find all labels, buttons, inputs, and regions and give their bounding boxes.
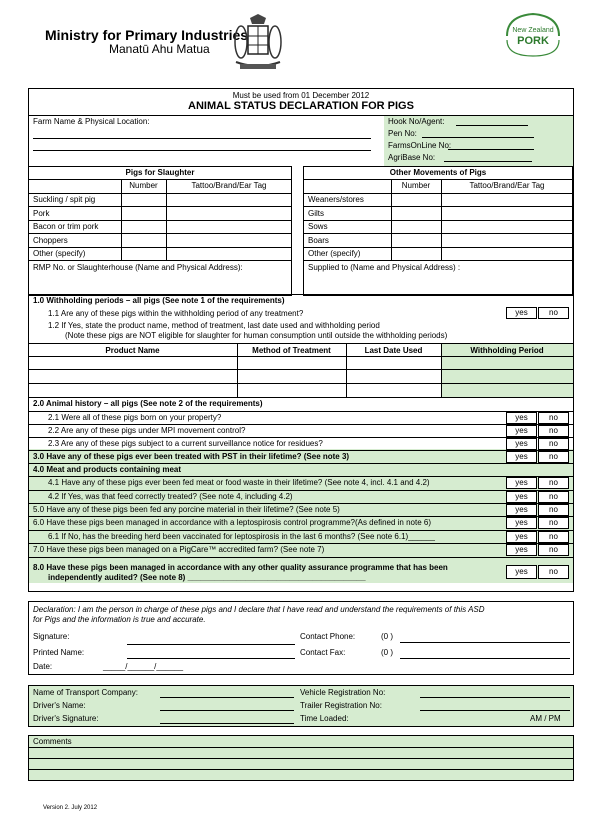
hook-no-label: Hook No/Agent: [388,117,445,126]
nz-label: New Zealand [512,27,554,34]
question-text: 6.1 If No, has the breeding herd been vaccinated for leptospirosis in the last 6 months? (See note 6.1)______ [48,532,435,541]
no-option[interactable]: no [538,565,569,579]
slaughter-row-label: Bacon or trim pork [33,222,99,231]
q-1-1: 1.1 Are any of these pigs within the withholding period of any treatment? [48,309,304,318]
pen-no-field[interactable] [422,137,534,138]
question-divider [28,424,574,425]
coat-of-arms-icon [228,12,288,76]
yes-option[interactable]: yes [506,307,537,319]
yes-option[interactable]: yes [506,531,537,543]
trailer-reg-field[interactable] [420,710,570,711]
driver-name-label: Driver's Name: [33,701,86,710]
nz-pork-logo [503,10,563,60]
withholding-heading: 1.0 Withholding periods – all pigs (See note 1 of the requirements) [33,296,285,305]
declaration-text-2: for Pigs and the information is true and accurate. [33,615,206,624]
signature-field[interactable] [127,644,295,645]
farmsonline-field[interactable] [448,149,534,150]
no-option[interactable]: no [538,504,569,516]
driver-name-field[interactable] [160,710,294,711]
col-method: Method of Treatment [252,346,331,355]
phone-prefix: (0 ) [381,632,393,641]
question-divider [28,490,574,491]
movements-row-label: Sows [308,222,328,231]
vehicle-reg-field[interactable] [420,697,570,698]
movements-row-label: Boars [308,236,329,245]
yes-option[interactable]: yes [506,412,537,424]
movements-row-label: Other (specify) [308,249,361,258]
no-option[interactable]: no [538,544,569,556]
question-divider [28,437,574,438]
contact-fax-field[interactable] [400,658,570,659]
driver-signature-field[interactable] [160,723,294,724]
question-divider [28,543,574,544]
yes-option[interactable]: yes [506,477,537,489]
slaughter-row-label: Pork [33,209,50,218]
slaughter-row-label: Other (specify) [33,249,86,258]
farm-name-label: Farm Name & Physical Location: [33,117,150,126]
slaughter-col-tattoo: Tattoo/Brand/Ear Tag [191,181,267,190]
question-divider [28,503,574,504]
yes-option[interactable]: yes [506,517,537,529]
q-8-0-cont: independently audited? (See note 8) ________________________________________ [48,573,366,582]
movements-title: Other Movements of Pigs [389,168,487,177]
date-field[interactable]: _____/______/______ [103,662,184,671]
question-text: 4.2 If Yes, was that feed correctly treated? (See note 4, including 4.2) [48,492,293,501]
comments-label: Comments [33,737,72,746]
col-product-name: Product Name [105,346,160,355]
question-divider [28,397,574,398]
movements-col-tattoo: Tattoo/Brand/Ear Tag [469,181,545,190]
yes-option[interactable]: yes [506,504,537,516]
yes-option[interactable]: yes [506,491,537,503]
yes-option[interactable]: yes [506,451,537,463]
no-option[interactable]: no [538,438,569,450]
yes-option[interactable]: yes [506,438,537,450]
hook-no-field[interactable] [456,125,528,126]
no-option[interactable]: no [538,531,569,543]
fax-prefix: (0 ) [381,648,393,657]
movements-row-label: Gilts [308,209,324,218]
col-withholding-period: Withholding Period [470,346,544,355]
signature-label: Signature: [33,632,70,641]
q-8-0: 8.0 Have these pigs been managed in accordance with any other quality assurance programme that has been [33,563,448,572]
yes-option[interactable]: yes [506,565,537,579]
agribase-field[interactable] [444,161,532,162]
no-option[interactable]: no [538,307,569,319]
trailer-reg-label: Trailer Registration No: [300,701,382,710]
farm-name-line-1[interactable] [33,138,371,139]
slaughter-col-number: Number [129,181,158,190]
no-option[interactable]: no [538,491,569,503]
vehicle-reg-label: Vehicle Registration No: [300,688,386,697]
question-text: 2.2 Are any of these pigs under MPI movement control? [48,426,246,435]
slaughter-title: Pigs for Slaughter [125,168,195,177]
supplied-to-label: Supplied to (Name and Physical Address) : [308,263,461,272]
must-be-used-note: Must be used from 01 December 2012 [232,91,370,100]
question-text: 5.0 Have any of these pigs been fed any porcine material in their lifetime? (See note 5) [33,505,340,514]
question-text: 6.0 Have these pigs been managed in accordance with a leptospirosis control programme?(As defined in note 6) [33,518,432,527]
question-divider [28,411,574,412]
declaration-text-1: Declaration: I am the person in charge of these pigs and I declare that I have read and understand the requirements of this ASD [33,605,485,614]
question-text: 4.0 Meat and products containing meat [33,465,182,474]
transport-company-field[interactable] [160,697,294,698]
ministry-maori-name: Manatū Ahu Matua [109,42,210,56]
q-1-2-note: (Note these pigs are NOT eligible for slaughter for human consumption until outside the withholding periods) [65,331,448,340]
am-pm-label[interactable]: AM / PM [530,714,561,723]
question-divider [28,476,574,477]
farm-name-line-2[interactable] [33,150,371,151]
form-title: ANIMAL STATUS DECLARATION FOR PIGS [188,100,414,112]
question-text: 2.1 Were all of these pigs born on your property? [48,413,222,422]
slaughter-row-label: Choppers [33,236,68,245]
question-text: 3.0 Have any of these pigs ever been treated with PST in their lifetime? (See note 3) [33,452,350,461]
printed-name-label: Printed Name: [33,648,85,657]
agribase-label: AgriBase No: [388,153,436,162]
question-text: 2.3 Are any of these pigs subject to a current surveillance notice for residues? [48,439,323,448]
question-divider [28,463,574,464]
question-text: 2.0 Animal history – all pigs (See note 2 of the requirements) [33,399,263,408]
question-text: 4.1 Have any of these pigs ever been fed meat or food waste in their lifetime? (See note 4, incl. 4.1 and 4.2) [48,478,430,487]
no-option[interactable]: no [538,517,569,529]
contact-fax-label: Contact Fax: [300,648,346,657]
yes-option[interactable]: yes [506,544,537,556]
no-option[interactable]: no [538,425,569,437]
transport-company-label: Name of Transport Company: [33,688,138,697]
ministry-name: Ministry for Primary Industries [45,27,249,43]
no-option[interactable]: no [538,412,569,424]
rmp-label: RMP No. or Slaughterhouse (Name and Physical Address): [33,263,243,272]
contact-phone-field[interactable] [400,642,570,643]
q-1-2: 1.2 If Yes, state the product name, method of treatment, last date used and withholding period [48,321,380,330]
version-label: Version 2. July 2012 [43,805,98,811]
driver-signature-label: Driver's Signature: [33,714,99,723]
no-option[interactable]: no [538,451,569,463]
question-divider [28,516,574,517]
question-divider [28,557,574,558]
question-divider [28,450,574,451]
pork-label: PORK [517,35,549,47]
slaughter-row-label: Suckling / spit pig [33,195,96,204]
question-text: 7.0 Have these pigs been managed on a PigCare™ accredited farm? (See note 7) [33,545,325,554]
farmsonline-label: FarmsOnLine No: [388,141,452,150]
col-last-date: Last Date Used [364,346,423,355]
date-label: Date: [33,662,53,671]
time-loaded-label: Time Loaded: [300,714,349,723]
no-option[interactable]: no [538,477,569,489]
printed-name-field[interactable] [127,658,295,659]
movements-col-number: Number [401,181,431,190]
contact-phone-label: Contact Phone: [300,632,356,641]
pen-no-label: Pen No: [388,129,417,138]
movements-row-label: Weaners/stores [308,195,364,204]
question-divider [28,530,574,531]
yes-option[interactable]: yes [506,425,537,437]
